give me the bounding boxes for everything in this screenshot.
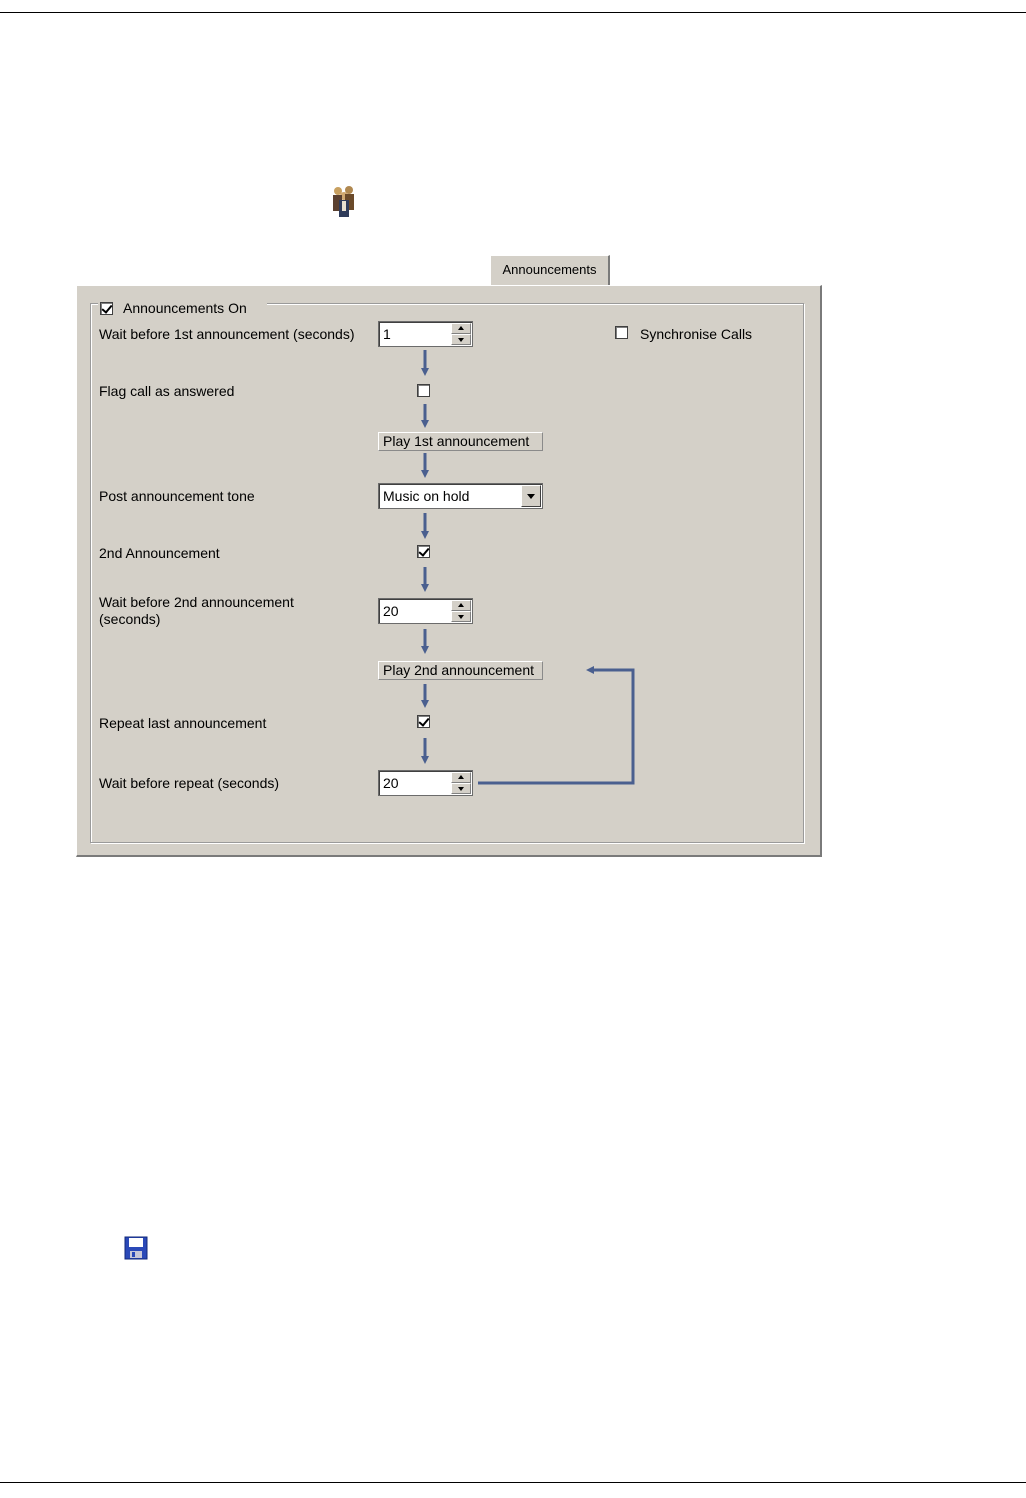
header-rule: [0, 12, 1026, 13]
wait-first-spinner[interactable]: [378, 321, 473, 347]
second-announcement-label: 2nd Announcement: [99, 545, 220, 561]
synchronise-calls-checkbox[interactable]: [615, 326, 628, 339]
tab-announcements[interactable]: Announcements: [490, 255, 610, 286]
post-tone-label: Post announcement tone: [99, 488, 255, 504]
save-disk-icon[interactable]: [124, 1236, 148, 1260]
wait-repeat-value[interactable]: 20: [383, 775, 399, 791]
wait-first-up-button[interactable]: [451, 323, 471, 334]
wait-repeat-spinner[interactable]: [378, 770, 473, 796]
flag-answered-label: Flag call as answered: [99, 383, 235, 399]
announcements-on-toggle[interactable]: [98, 298, 267, 318]
user-group-icon: [328, 184, 360, 218]
footer-rule: [0, 1482, 1026, 1483]
post-tone-dropdown[interactable]: [378, 483, 543, 509]
play-second-announcement-label: Play 2nd announcement: [378, 661, 543, 680]
wait-repeat-down-button[interactable]: [451, 783, 471, 794]
announcements-on-label: Announcements On: [123, 300, 247, 316]
repeat-last-checkbox[interactable]: [417, 715, 430, 728]
wait-second-down-button[interactable]: [451, 611, 471, 622]
wait-first-down-button[interactable]: [451, 334, 471, 345]
announcements-on-checkbox[interactable]: [100, 302, 113, 315]
wait-second-value[interactable]: 20: [383, 603, 399, 619]
synchronise-calls-label: Synchronise Calls: [640, 326, 753, 342]
wait-second-up-button[interactable]: [451, 600, 471, 611]
wait-first-label: Wait before 1st announcement (seconds): [99, 326, 355, 342]
post-tone-value: Music on hold: [383, 488, 470, 504]
wait-second-label-line1: Wait before 2nd announcement: [99, 594, 294, 610]
wait-repeat-label: Wait before repeat (seconds): [99, 775, 280, 791]
chevron-down-icon[interactable]: [521, 485, 541, 507]
repeat-last-label: Repeat last announcement: [99, 715, 267, 731]
second-announcement-checkbox[interactable]: [417, 545, 430, 558]
flag-answered-checkbox[interactable]: [417, 384, 430, 397]
play-first-announcement-label: Play 1st announcement: [378, 432, 543, 451]
wait-second-label-line2: (seconds): [99, 611, 161, 627]
wait-repeat-up-button[interactable]: [451, 772, 471, 783]
wait-first-value[interactable]: 1: [383, 326, 391, 342]
wait-second-spinner[interactable]: [378, 598, 473, 624]
